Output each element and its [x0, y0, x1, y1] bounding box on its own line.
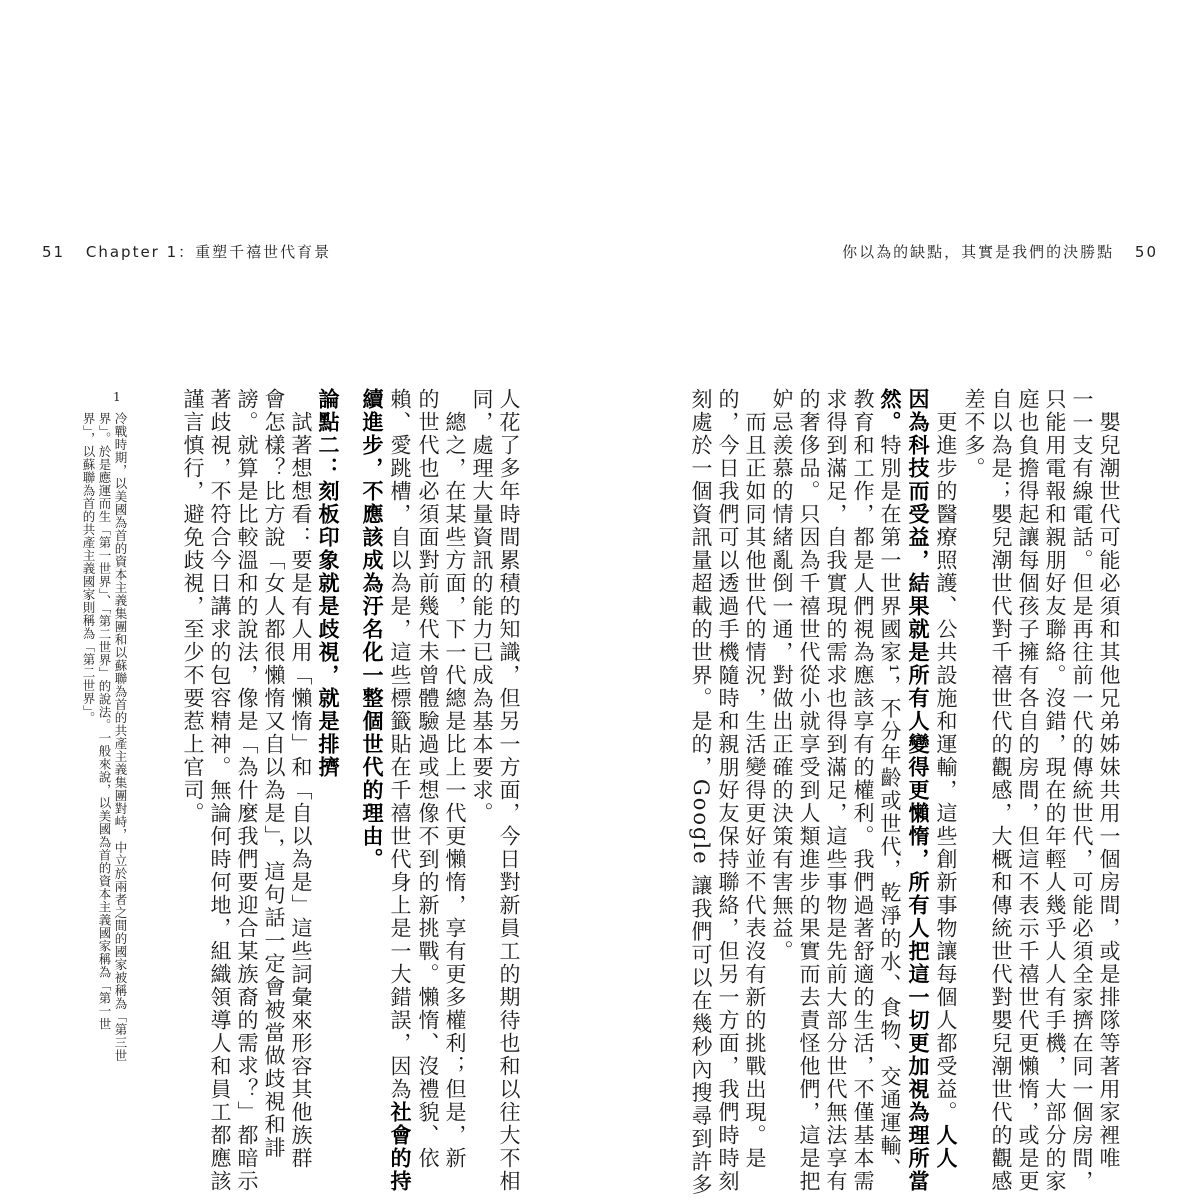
right-page-number: 50	[1134, 243, 1158, 261]
line-text: 賴、愛跳槽，自以為是，這些標籤貼在千禧世代身上是一大錯誤，因為	[388, 388, 412, 1101]
paragraph-line	[358, 388, 386, 1038]
paragraph-line	[904, 388, 932, 1193]
paragraph-line: 差不多。	[962, 388, 986, 480]
bold-phrase: 然。	[878, 388, 903, 434]
paragraph-line: 人花了多年時間累積的知識，但另一方面，今日對新員工的期待也和以往大不相	[497, 388, 521, 1193]
left-page-body	[150, 388, 522, 1193]
paragraph-line	[386, 388, 414, 1193]
right-page-body	[650, 388, 1122, 1197]
paragraph-line: 教育和工作，都是人們視為應該享有的權利。我們過著舒適的生活，不僅基本需	[851, 388, 875, 1193]
paragraph-line: 的奢侈品。只因為千禧世代從小就享受到人類進步的果實而去責怪他們，這是把	[797, 388, 821, 1193]
section-heading	[314, 388, 342, 1038]
paragraph-line: 會怎樣？比方說「女人都很懶惰又自以為是」，這句話一定會被當做歧視和誹	[262, 388, 286, 1160]
paragraph-line: 試著想想看：要是有人用「懶惰」和「自以為是」這些詞彙來形容其他族群	[289, 411, 313, 1170]
paragraph-line: 總之，在某些方面，下一代總是比上一代更懶惰，享有更多權利；但是，新	[443, 411, 467, 1170]
section-spacer	[342, 388, 358, 1038]
footnote-line: 冷戰時期，以美國為首的資本主義集團和以蘇聯為首的共產主義集團對峙，中立於兩者之間的國家被稱為「第三世	[113, 412, 128, 1062]
footnote-marker: 1	[113, 390, 121, 404]
paragraph-line: 刻處於一個資訊量超載的世界。是的，Google 讓我們可以在幾秒內搜尋到許多	[689, 388, 713, 1197]
paragraph-line: 的，今日我們可以透過手機隨時和親朋好友保持聯絡，但另一方面，我們時時刻	[716, 388, 740, 1193]
paragraph-line: 嬰兒潮世代可能必須和其他兄弟姊妹共用一個房間，或是排隊等著用家裡唯	[1097, 411, 1121, 1170]
paragraph-line: 謗。就算是比較溫和的說法，像是「為什麼我們要迎合某族裔的需求？」都暗示	[235, 388, 259, 1193]
left-running-head	[42, 241, 331, 262]
section-heading-text: 論點二：刻板印象就是歧視，就是排擠	[316, 388, 341, 779]
right-running-head	[842, 241, 1158, 262]
paragraph-line: 著歧視，不符合今日講求的包容精神。無論何時何地，組織領導人和員工都應該	[208, 388, 232, 1193]
paragraph-line: 妒忌羨慕的情緒亂倒一通，對做出正確的決策有害無益。	[770, 388, 794, 963]
paragraph-line	[932, 388, 960, 1170]
paragraph-line: 的世代也必須面對前幾代未曾體驗過或想像不到的新挑戰。懶惰、沒禮貌、依	[416, 388, 440, 1170]
paragraph-line: 只能用電報和親朋好友聯絡。沒錯，現在的年輕人幾乎人人有手機，大部分的家	[1043, 388, 1067, 1193]
bold-phrase: 社會的持	[388, 1101, 413, 1193]
left-page-number: 51	[42, 243, 66, 261]
paragraph-line: 而且正如同其他世代的情況，生活變得更好並不代表沒有新的挑戰出現。是	[743, 411, 767, 1170]
paragraph-line: 同，處理大量資訊的能力已成為基本要求。	[470, 388, 494, 825]
paragraph-line: 自以為是；嬰兒潮世代對千禧世代的觀感，大概和傳統世代對嬰兒潮世代的觀感	[989, 388, 1013, 1193]
bold-phrase: 續進步，不應該成為汙名化一整個世代的理由。	[360, 388, 385, 871]
footnote-line: 界」，以蘇聯為首的共產主義國家則稱為「第二世界」。	[81, 412, 96, 725]
footnote-line: 界」。於是應運而生「第一世界」、「第二世界」的說法。一般來說，以美國為首的資本主義國家稱為「第一世	[97, 412, 112, 1031]
line-text: 更進步的醫療照護、公共設施和運輸，這些創新事物讓每個人都受益。	[934, 411, 958, 1124]
paragraph-line: 求得到滿足，自我實現的需求也得到滿足，這些事物是先前大部分世代無法享有	[824, 388, 848, 1193]
left-chapter-title: Chapter 1：重塑千禧世代育景	[85, 243, 332, 261]
paragraph-line: 庭也負擔得起讓每個孩子擁有各自的房間，但這不表示千禧世代更懶惰，或是更	[1016, 388, 1040, 1193]
bold-phrase: 人人	[934, 1124, 959, 1170]
paragraph-line	[876, 388, 904, 1181]
paragraph-line: 一一支有線電話。但是再往前一代的傳統世代，可能必須全家擠在同一個房間，	[1070, 388, 1094, 1193]
right-book-title: 你以為的缺點，其實是我們的決勝點	[842, 243, 1115, 261]
bold-phrase: 因為科技而受益，結果就是所有人變得更懶惰，所有人把這一切更加視為理所當	[906, 388, 931, 1193]
footnote	[72, 412, 128, 1062]
paragraph-line: 謹言慎行，避免歧視，至少不要惹上官司。	[181, 388, 205, 825]
line-text: 特別是在第一世界國家¹，不分年齡或世代，乾淨的水、食物、交通運輸、	[878, 434, 902, 1181]
